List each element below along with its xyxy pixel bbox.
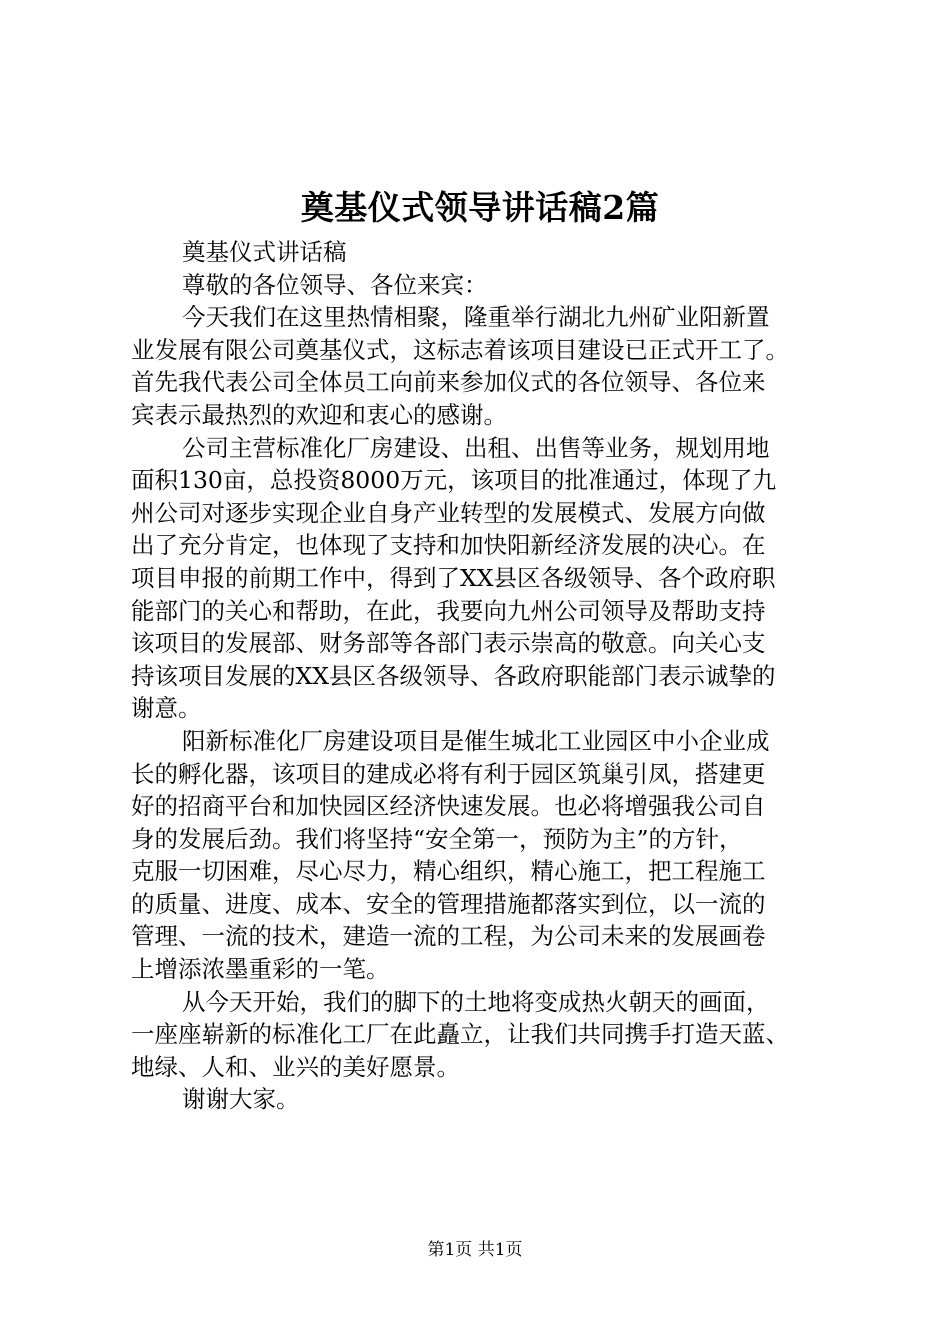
document-title: 奠基仪式领导讲话稿2篇 <box>300 188 660 227</box>
text-line: 好的招商平台和加快园区经济快速发展。也必将增强我公司自 <box>131 792 766 821</box>
text-line: 能部门的关心和帮助，在此，我要向九州公司领导及帮助支持 <box>131 596 766 625</box>
text-line: 谢意。 <box>131 694 202 723</box>
text-line: 持该项目发展的XX县区各级领导、各政府职能部门表示诚挚的 <box>131 661 776 690</box>
text-line: 的质量、进度、成本、安全的管理措施都落实到位，以一流的 <box>131 889 766 918</box>
text-line: 首先我代表公司全体员工向前来参加仪式的各位领导、各位来 <box>131 368 766 397</box>
text-line: 管理、一流的技术，建造一流的工程，为公司未来的发展画卷 <box>131 922 766 951</box>
text-line: 公司主营标准化厂房建设、出租、出售等业务，规划用地 <box>182 433 770 462</box>
text-line: 一座座崭新的标准化工厂在此矗立，让我们共同携手打造天蓝、 <box>131 1020 789 1049</box>
text-line: 出了充分肯定，也体现了支持和加快阳新经济发展的决心。在 <box>131 531 766 560</box>
document-body <box>131 236 839 1116</box>
page-footer: 第1页 共1页 <box>427 1240 523 1260</box>
text-line: 上增添浓墨重彩的一笔。 <box>131 955 390 984</box>
text-line: 身的发展后劲。我们将坚持“安全第一，预防为主”的方针， <box>131 824 743 853</box>
text-line: 长的孵化器，该项目的建成必将有利于园区筑巢引凤，搭建更 <box>131 759 766 788</box>
text-line: 从今天开始，我们的脚下的土地将变成热火朝天的画面， <box>182 987 770 1016</box>
text-line: 奠基仪式讲话稿 <box>182 238 347 266</box>
text-line: 项目申报的前期工作中，得到了XX县区各级领导、各个政府职 <box>131 563 776 592</box>
text-line: 地绿、人和、业兴的美好愿景。 <box>131 1052 460 1081</box>
text-line: 面积130亩，总投资8000万元，该项目的批准通过，体现了九 <box>131 466 777 495</box>
text-line: 今天我们在这里热情相聚，隆重举行湖北九州矿业阳新置 <box>182 303 770 332</box>
text-line: 州公司对逐步实现企业自身产业转型的发展模式、发展方向做 <box>131 498 766 527</box>
text-line: 克服一切困难，尽心尽力，精心组织，精心施工，把工程施工 <box>131 857 766 886</box>
text-line: 尊敬的各位领导、各位来宾： <box>182 270 488 299</box>
text-line: 阳新标准化厂房建设项目是催生城北工业园区中小企业成 <box>182 726 770 755</box>
text-line: 谢谢大家。 <box>182 1085 300 1114</box>
text-line: 该项目的发展部、财务部等各部门表示崇高的敬意。向关心支 <box>131 629 766 658</box>
text-line: 宾表示最热烈的欢迎和衷心的感谢。 <box>131 400 507 429</box>
text-line: 业发展有限公司奠基仪式，这标志着该项目建设已正式开工了。 <box>131 335 789 364</box>
